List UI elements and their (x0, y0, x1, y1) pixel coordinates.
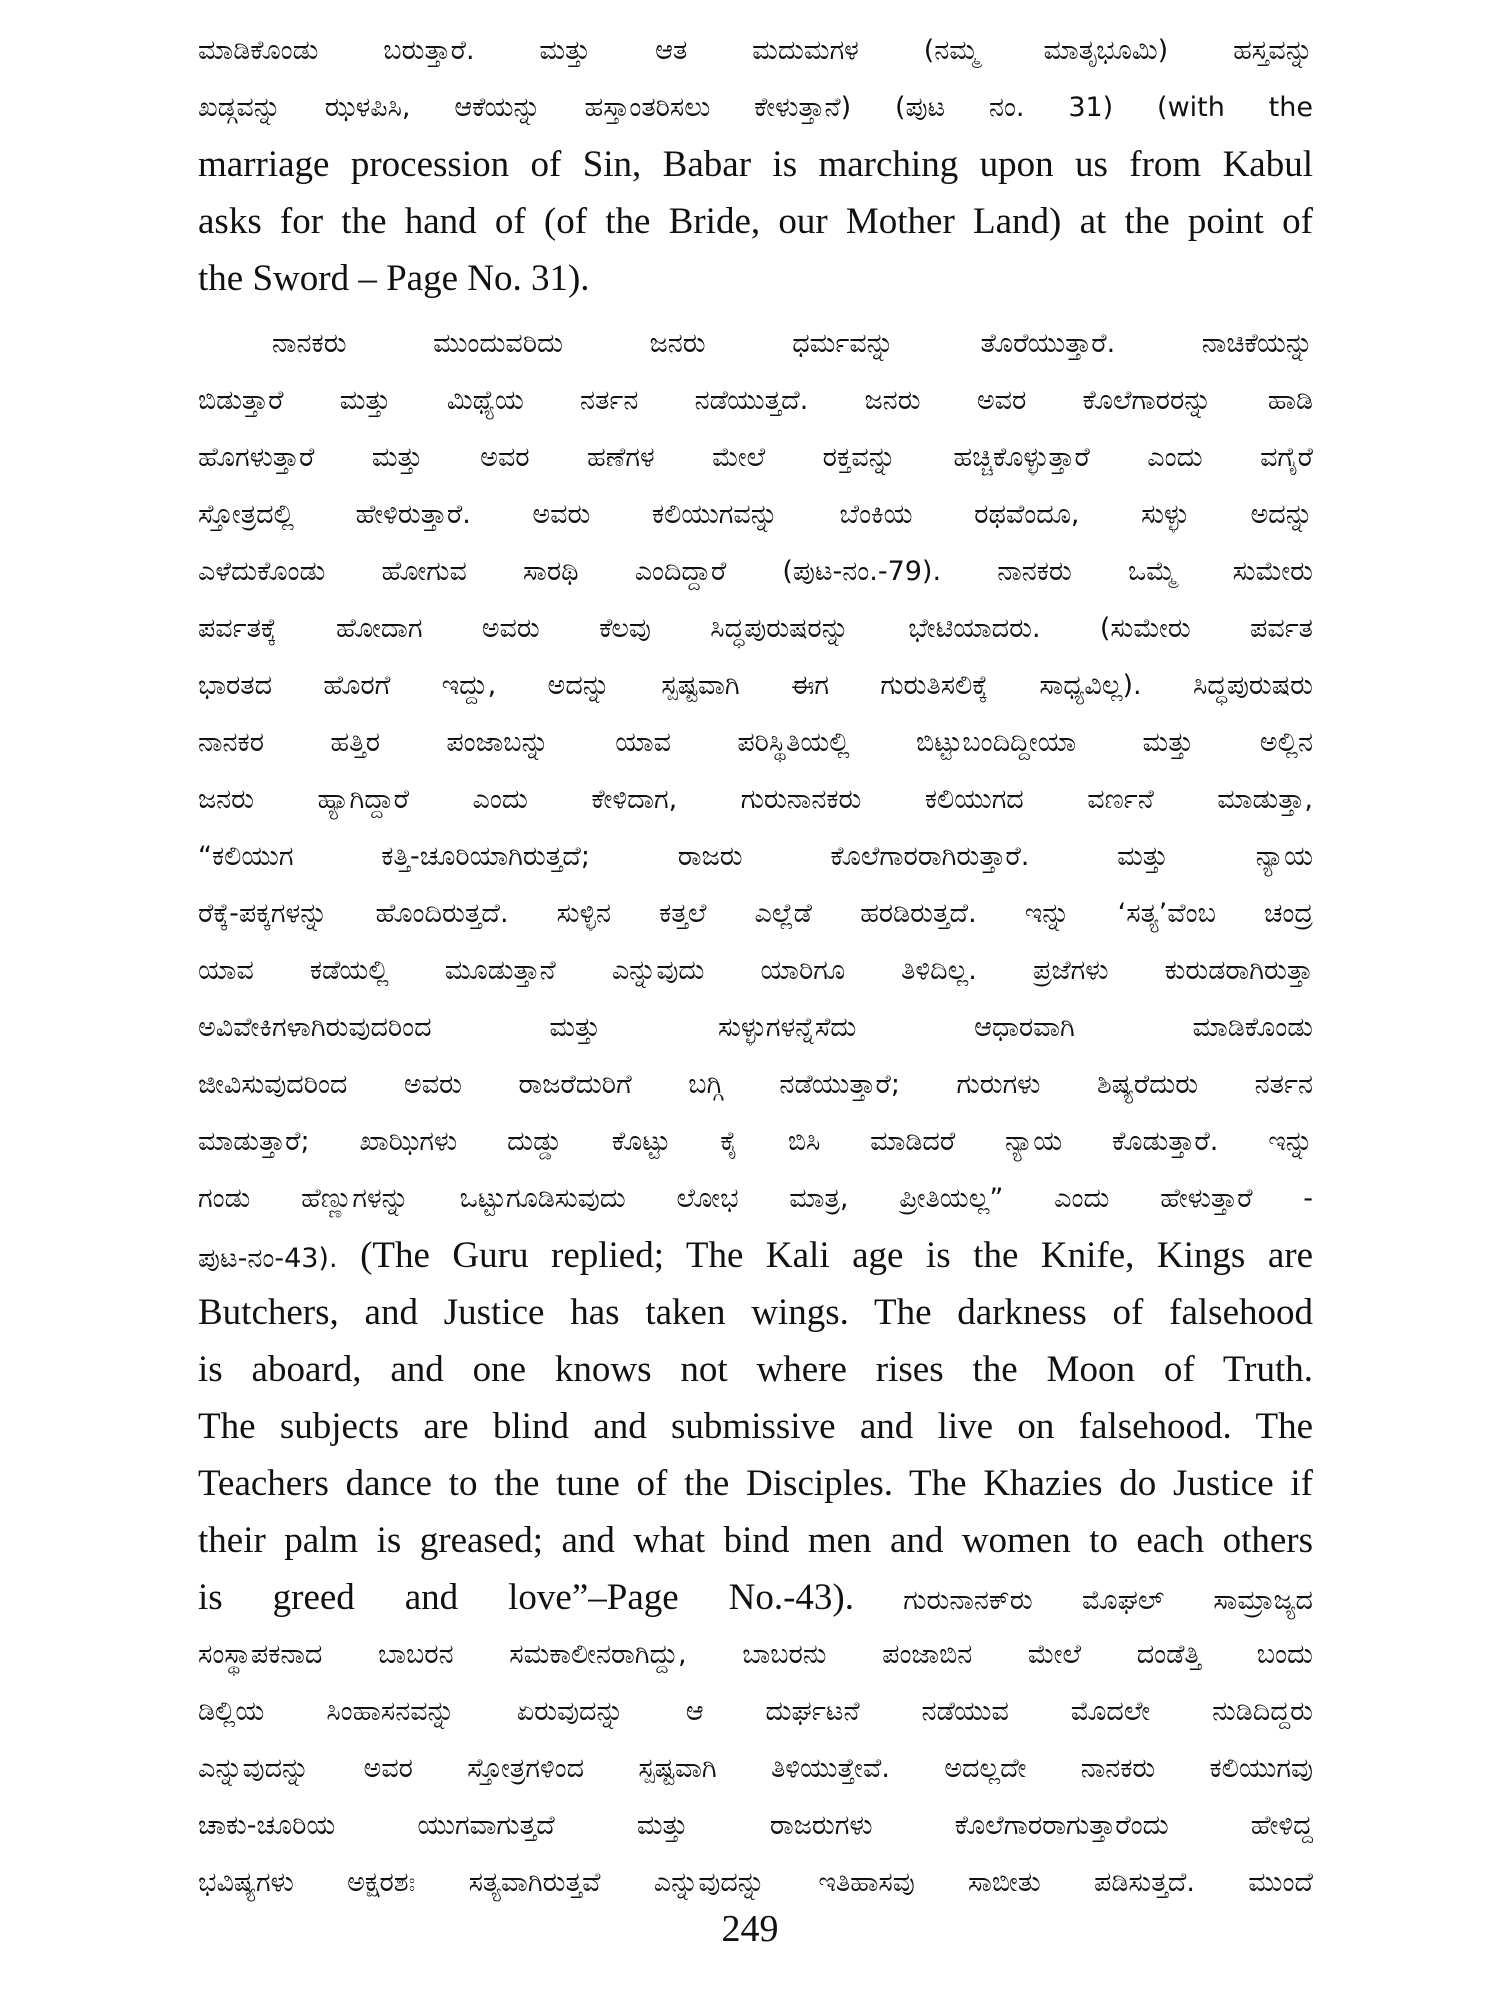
english-segment: is greed and love”–Page No.-43). (198, 1577, 854, 1618)
text-line: asks for the hand of (of the Bride, our Mother Land) at the point of (198, 201, 1313, 242)
text-line: their palm is greased; and what bind men and women to each others (198, 1520, 1313, 1561)
text-line: ರೆಕ್ಕೆ-ಪಕ್ಕಗಳನ್ನು ಹೊಂದಿರುತ್ತದೆ. ಸುಳ್ಳಿನ ಕತ್ತಲೆ ಎಲ್ಲೆಡೆ ಹರಡಿರುತ್ತದೆ. ಇನ್ನು ‘ಸತ್ಯ’ವೆಂಬ ಚಂದ್ರ (198, 898, 1313, 929)
text-line: ನಾನಕರ ಹತ್ತಿರ ಪಂಜಾಬನ್ನು ಯಾವ ಪರಿಸ್ಥಿತಿಯಲ್ಲಿ ಬಿಟ್ಟುಬಂದಿದ್ದೀಯಾ ಮತ್ತು ಅಲ್ಲಿನ (198, 727, 1313, 758)
paragraph-gap (198, 307, 1313, 315)
text-line: ಅವಿವೇಕಿಗಳಾಗಿರುವುದರಿಂದ ಮತ್ತು ಸುಳ್ಳುಗಳನ್ನೆಸೆದು ಆಧಾರವಾಗಿ ಮಾಡಿಕೊಂಡು (198, 1012, 1313, 1043)
text-line: ಭವಿಷ್ಯಗಳು ಅಕ್ಷರಶಃ ಸತ್ಯವಾಗಿರುತ್ತವೆ ಎನ್ನುವುದನ್ನು ಇತಿಹಾಸವು ಸಾಬೀತು ಪಡಿಸುತ್ತದೆ. ಮುಂದೆ (198, 1867, 1313, 1898)
page-number: 249 (721, 1908, 779, 1950)
text-line: ಯಾವ ಕಡೆಯಲ್ಲಿ ಮೂಡುತ್ತಾನೆ ಎನ್ನುವುದು ಯಾರಿಗೂ ತಿಳಿದಿಲ್ಲ. ಪ್ರಜೆಗಳು ಕುರುಡರಾಗಿರುತ್ತಾ (198, 955, 1313, 986)
text-line: ಸ್ತೋತ್ರದಲ್ಲಿ ಹೇಳಿರುತ್ತಾರೆ. ಅವರು ಕಲಿಯುಗವನ್ನು ಬೆಂಕಿಯ ರಥವೆಂದೂ, ಸುಳ್ಳು ಅದನ್ನು (198, 499, 1313, 530)
text-line: ನಾನಕರು ಮುಂದುವರಿದು ಜನರು ಧರ್ಮವನ್ನು ತೊರೆಯುತ್ತಾರೆ. ನಾಚಿಕೆಯನ್ನು (272, 328, 1313, 359)
mixed-text-line (198, 1227, 1313, 1284)
kannada-segment: ಗುರುನಾನಕ್‌ರು ಮೊಘಲ್ ಸಾಮ್ರಾಜ್ಯದ (854, 1585, 1313, 1616)
text-line: ಜೀವಿಸುವುದರಿಂದ ಅವರು ರಾಜರೆದುರಿಗೆ ಬಗ್ಗಿ ನಡೆಯುತ್ತಾರೆ; ಗುರುಗಳು ಶಿಷ್ಯರೆದುರು ನರ್ತನ (198, 1069, 1313, 1100)
text-line: is aboard, and one knows not where rises the Moon of Truth. (198, 1349, 1313, 1390)
text-line: Butchers, and Justice has taken wings. The darkness of falsehood (198, 1292, 1313, 1333)
text-line: ಖಡ್ಗವನ್ನು ಝಳಪಿಸಿ, ಆಕೆಯನ್ನು ಹಸ್ತಾಂತರಿಸಲು ಕೇಳುತ್ತಾನೆ) (ಪುಟ ನಂ. 31) (with the (198, 92, 1313, 123)
text-line: ಬಿಡುತ್ತಾರೆ ಮತ್ತು ಮಿಥ್ಯೆಯ ನರ್ತನ ನಡೆಯುತ್ತದೆ. ಜನರು ಅವರ ಕೊಲೆಗಾರರನ್ನು ಹಾಡಿ (198, 385, 1313, 416)
text-line: ಚಾಕು-ಚೂರಿಯ ಯುಗವಾಗುತ್ತದೆ ಮತ್ತು ರಾಜರುಗಳು ಕೊಲೆಗಾರರಾಗುತ್ತಾರೆಂದು ಹೇಳಿದ್ದ (198, 1810, 1313, 1841)
text-line: ಸಂಸ್ಥಾಪಕನಾದ ಬಾಬರನ ಸಮಕಾಲೀನರಾಗಿದ್ದು, ಬಾಬರನು ಪಂಜಾಬಿನ ಮೇಲೆ ದಂಡೆತ್ತಿ ಬಂದು (198, 1639, 1313, 1670)
kannada-segment: ಪುಟ-ನಂ-43). (198, 1243, 338, 1274)
text-line: ಎಳೆದುಕೊಂಡು ಹೋಗುವ ಸಾರಥಿ ಎಂದಿದ್ದಾರೆ (ಪುಟ-ನಂ.-79). ನಾನಕರು ಒಮ್ಮೆ ಸುಮೇರು (198, 556, 1313, 587)
text-line: ಗಂಡು ಹೆಣ್ಣುಗಳನ್ನು ಒಟ್ಟುಗೂಡಿಸುವುದು ಲೋಭ ಮಾತ್ರ, ಪ್ರೀತಿಯಲ್ಲ” ಎಂದು ಹೇಳುತ್ತಾರೆ - (198, 1183, 1313, 1214)
english-segment: (The Guru replied; The Kali age is the Knife, Kings are (337, 1235, 1313, 1276)
body-text (198, 22, 1313, 1911)
text-line: ಡಿಲ್ಲಿಯ ಸಿಂಹಾಸನವನ್ನು ಏರುವುದನ್ನು ಆ ದುರ್ಘಟನೆ ನಡೆಯುವ ಮೊದಲೇ ನುಡಿದಿದ್ದರು (198, 1696, 1313, 1727)
text-line: The subjects are blind and submissive and live on falsehood. The (198, 1406, 1313, 1447)
text-line: ಭಾರತದ ಹೊರಗೆ ಇದ್ದು, ಅದನ್ನು ಸ್ಪಷ್ಟವಾಗಿ ಈಗ ಗುರುತಿಸಲಿಕ್ಕೆ ಸಾಧ್ಯವಿಲ್ಲ). ಸಿದ್ಧಪುರುಷರು (198, 670, 1313, 701)
text-line: ಜನರು ಹ್ಯಾಗಿದ್ದಾರೆ ಎಂದು ಕೇಳಿದಾಗ, ಗುರುನಾನಕರು ಕಲಿಯುಗದ ವರ್ಣನೆ ಮಾಡುತ್ತಾ, (198, 784, 1313, 815)
text-line: “ಕಲಿಯುಗ ಕತ್ತಿ-ಚೂರಿಯಾಗಿರುತ್ತದೆ; ರಾಜರು ಕೊಲೆಗಾರರಾಗಿರುತ್ತಾರೆ. ಮತ್ತು ನ್ಯಾಯ (198, 841, 1313, 872)
text-line: marriage procession of Sin, Babar is marching upon us from Kabul (198, 144, 1313, 185)
text-line: Teachers dance to the tune of the Disciples. The Khazies do Justice if (198, 1463, 1313, 1504)
paragraph-2 (198, 315, 1313, 1911)
text-line: the Sword – Page No. 31). (198, 258, 590, 299)
text-line: ಎನ್ನುವುದನ್ನು ಅವರ ಸ್ತೋತ್ರಗಳಿಂದ ಸ್ಪಷ್ಟವಾಗಿ ತಿಳಿಯುತ್ತೇವೆ. ಅದಲ್ಲದೇ ನಾನಕರು ಕಲಿಯುಗವು (198, 1753, 1313, 1784)
mixed-text-line (198, 1569, 1313, 1626)
text-line: ಮಾಡುತ್ತಾರೆ; ಖಾಝಿಗಳು ದುಡ್ಡು ಕೊಟ್ಟು ಕೈ ಬಿಸಿ ಮಾಡಿದರೆ ನ್ಯಾಯ ಕೊಡುತ್ತಾರೆ. ಇನ್ನು (198, 1126, 1313, 1157)
text-line: ಹೊಗಳುತ್ತಾರೆ ಮತ್ತು ಅವರ ಹಣೆಗಳ ಮೇಲೆ ರಕ್ತವನ್ನು ಹಚ್ಚಿಕೊಳ್ಳುತ್ತಾರೆ ಎಂದು ವಗೈರೆ (198, 442, 1313, 473)
text-line: ಪರ್ವತಕ್ಕೆ ಹೋದಾಗ ಅವರು ಕೆಲವು ಸಿದ್ಧಪುರುಷರನ್ನು ಭೇಟಿಯಾದರು. (ಸುಮೇರು ಪರ್ವತ (198, 613, 1313, 644)
text-line: ಮಾಡಿಕೊಂಡು ಬರುತ್ತಾರೆ. ಮತ್ತು ಆತ ಮದುಮಗಳ (ನಮ್ಮ ಮಾತೃಭೂಮಿ) ಹಸ್ತವನ್ನು (198, 35, 1313, 66)
paragraph-1 (198, 22, 1313, 307)
